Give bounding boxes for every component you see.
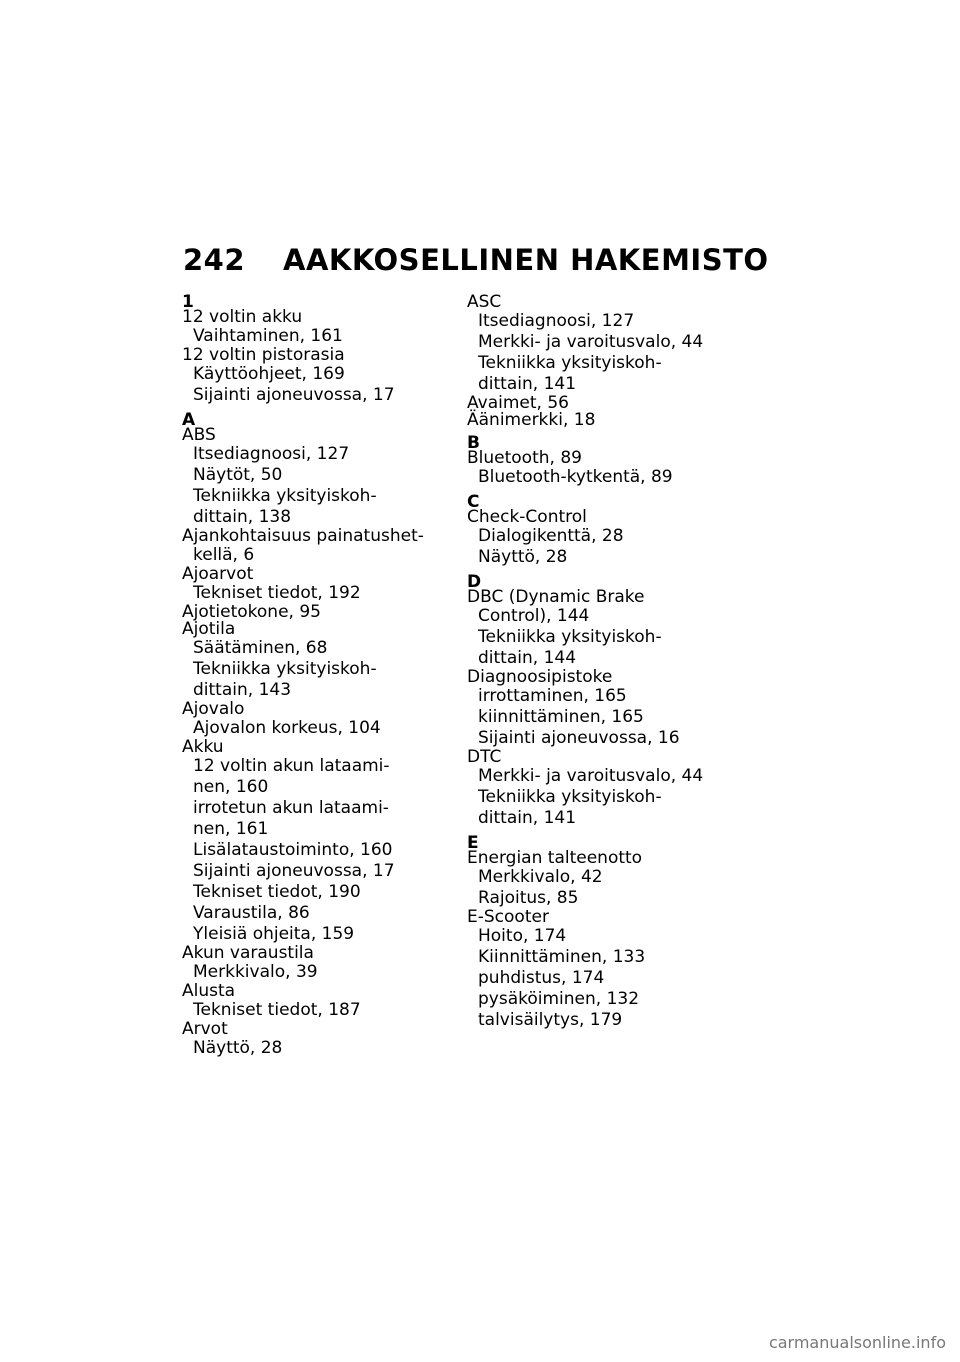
- watermark: carmanualsonline.info: [768, 1333, 946, 1352]
- index-entry: Ajovalo: [182, 699, 245, 719]
- index-subentry: Tekniset tiedot, 187: [193, 1000, 361, 1020]
- index-entry: DTC: [467, 747, 502, 767]
- index-subentry: Säätäminen, 68: [193, 638, 328, 658]
- index-subentry: Tekniikka yksityiskoh-: [193, 486, 377, 506]
- index-section: [467, 494, 767, 568]
- index-subentry: Vaihtaminen, 161: [193, 326, 343, 346]
- index-section: [467, 574, 767, 829]
- index-subentry: Tekniikka yksityiskoh-: [478, 787, 662, 807]
- index-column-left: [182, 294, 452, 1065]
- section-letter: D: [467, 572, 482, 592]
- index-entry: Ajoarvot: [182, 564, 254, 584]
- index-entry: Energian talteenotto: [467, 848, 643, 868]
- index-subentry: Ajovalon korkeus, 104: [193, 718, 381, 738]
- index-subentry: Tekniikka yksityiskoh-: [478, 627, 662, 647]
- index-entry: DBC (Dynamic Brake: [467, 587, 645, 607]
- index-section: [182, 294, 452, 406]
- index-entry: Check-Control: [467, 507, 587, 527]
- index-entry: Bluetooth, 89: [467, 448, 582, 468]
- index-subentry: Kiinnittäminen, 133: [478, 947, 646, 967]
- index-entry-continuation: dittain, 144: [478, 648, 577, 668]
- index-subentry: 12 voltin akun lataami-: [193, 756, 390, 776]
- index-entry: ABS: [182, 425, 216, 445]
- index-subentry: Näyttö, 28: [478, 547, 568, 567]
- index-subentry: talvisäilytys, 179: [478, 1010, 623, 1030]
- index-entry-continuation: dittain, 141: [478, 808, 577, 828]
- index-entry: 12 voltin pistorasia: [182, 345, 345, 365]
- index-subentry: Näyttö, 28: [193, 1038, 283, 1058]
- index-entry: Äänimerkki, 18: [467, 410, 596, 430]
- index-entry: Arvot: [182, 1019, 228, 1039]
- index-subentry: Itsediagnoosi, 127: [193, 444, 350, 464]
- index-subentry: Sijainti ajoneuvossa, 17: [193, 861, 395, 881]
- index-entry-continuation: kellä, 6: [193, 545, 255, 565]
- index-entry: Akku: [182, 737, 224, 757]
- index-subentry: puhdistus, 174: [478, 968, 605, 988]
- index-subentry: Merkki- ja varoitusvalo, 44: [478, 766, 704, 786]
- index-entry: Avaimet, 56: [467, 393, 569, 413]
- index-subentry: Bluetooth-kytkentä, 89: [478, 467, 673, 487]
- section-letter: A: [182, 410, 196, 430]
- index-section: [467, 835, 767, 1031]
- index-subentry: Itsediagnoosi, 127: [478, 311, 635, 331]
- index-subentry: Sijainti ajoneuvossa, 17: [193, 385, 395, 405]
- index-subentry: irrottaminen, 165: [478, 686, 627, 706]
- index-subentry: Varaustila, 86: [193, 903, 310, 923]
- section-letter: E: [467, 833, 479, 853]
- section-letter: 1: [182, 292, 194, 312]
- index-entry: Alusta: [182, 981, 236, 1001]
- page-number: 242: [183, 243, 246, 277]
- index-entry-continuation: dittain, 143: [193, 680, 292, 700]
- index-column-right: [467, 294, 767, 1037]
- index-subentry: Lisälataustoiminto, 160: [193, 840, 393, 860]
- index-subentry: Merkkivalo, 39: [193, 962, 318, 982]
- section-letter: B: [467, 433, 480, 453]
- index-subentry: Näytöt, 50: [193, 465, 283, 485]
- index-entry: Ajotila: [182, 619, 236, 639]
- index-entry-continuation: nen, 160: [193, 777, 269, 797]
- index-subentry: Käyttöohjeet, 169: [193, 364, 345, 384]
- page-title: AAKKOSELLINEN HAKEMISTO: [283, 243, 769, 277]
- index-entry-continuation: Control), 144: [478, 606, 590, 626]
- index-subentry: Yleisiä ohjeita, 159: [193, 924, 355, 944]
- index-subentry: irrotetun akun lataami-: [193, 798, 389, 818]
- index-subentry: kiinnittäminen, 165: [478, 707, 644, 727]
- index-entry: Ajankohtaisuus painatushet-: [182, 526, 424, 546]
- index-subentry: Dialogikenttä, 28: [478, 526, 624, 546]
- index-subentry: Merkki- ja varoitusvalo, 44: [478, 332, 704, 352]
- index-subentry: Merkkivalo, 42: [478, 867, 603, 887]
- index-entry: 12 voltin akku: [182, 307, 303, 327]
- index-section: [467, 435, 767, 488]
- index-subentry: Tekniikka yksityiskoh-: [478, 353, 662, 373]
- index-entry-continuation: dittain, 141: [478, 374, 577, 394]
- index-entry: E-Scooter: [467, 907, 549, 927]
- index-entry-continuation: dittain, 138: [193, 507, 292, 527]
- index-subentry: Tekniset tiedot, 190: [193, 882, 361, 902]
- index-subentry: pysäköiminen, 132: [478, 989, 640, 1009]
- page-header: [183, 243, 769, 277]
- index-entry: Akun varaustila: [182, 943, 314, 963]
- index-entry: ASC: [467, 292, 502, 312]
- index-section: [467, 294, 767, 429]
- index-entry-continuation: nen, 161: [193, 819, 269, 839]
- index-entry: Diagnoosipistoke: [467, 667, 613, 687]
- index-subentry: Rajoitus, 85: [478, 888, 579, 908]
- index-subentry: Hoito, 174: [478, 926, 567, 946]
- section-letter: C: [467, 492, 480, 512]
- index-entry: Ajotietokone, 95: [182, 602, 321, 622]
- index-subentry: Tekniset tiedot, 192: [193, 583, 361, 603]
- index-subentry: Sijainti ajoneuvossa, 16: [478, 728, 680, 748]
- index-section: [182, 412, 452, 1059]
- index-subentry: Tekniikka yksityiskoh-: [193, 659, 377, 679]
